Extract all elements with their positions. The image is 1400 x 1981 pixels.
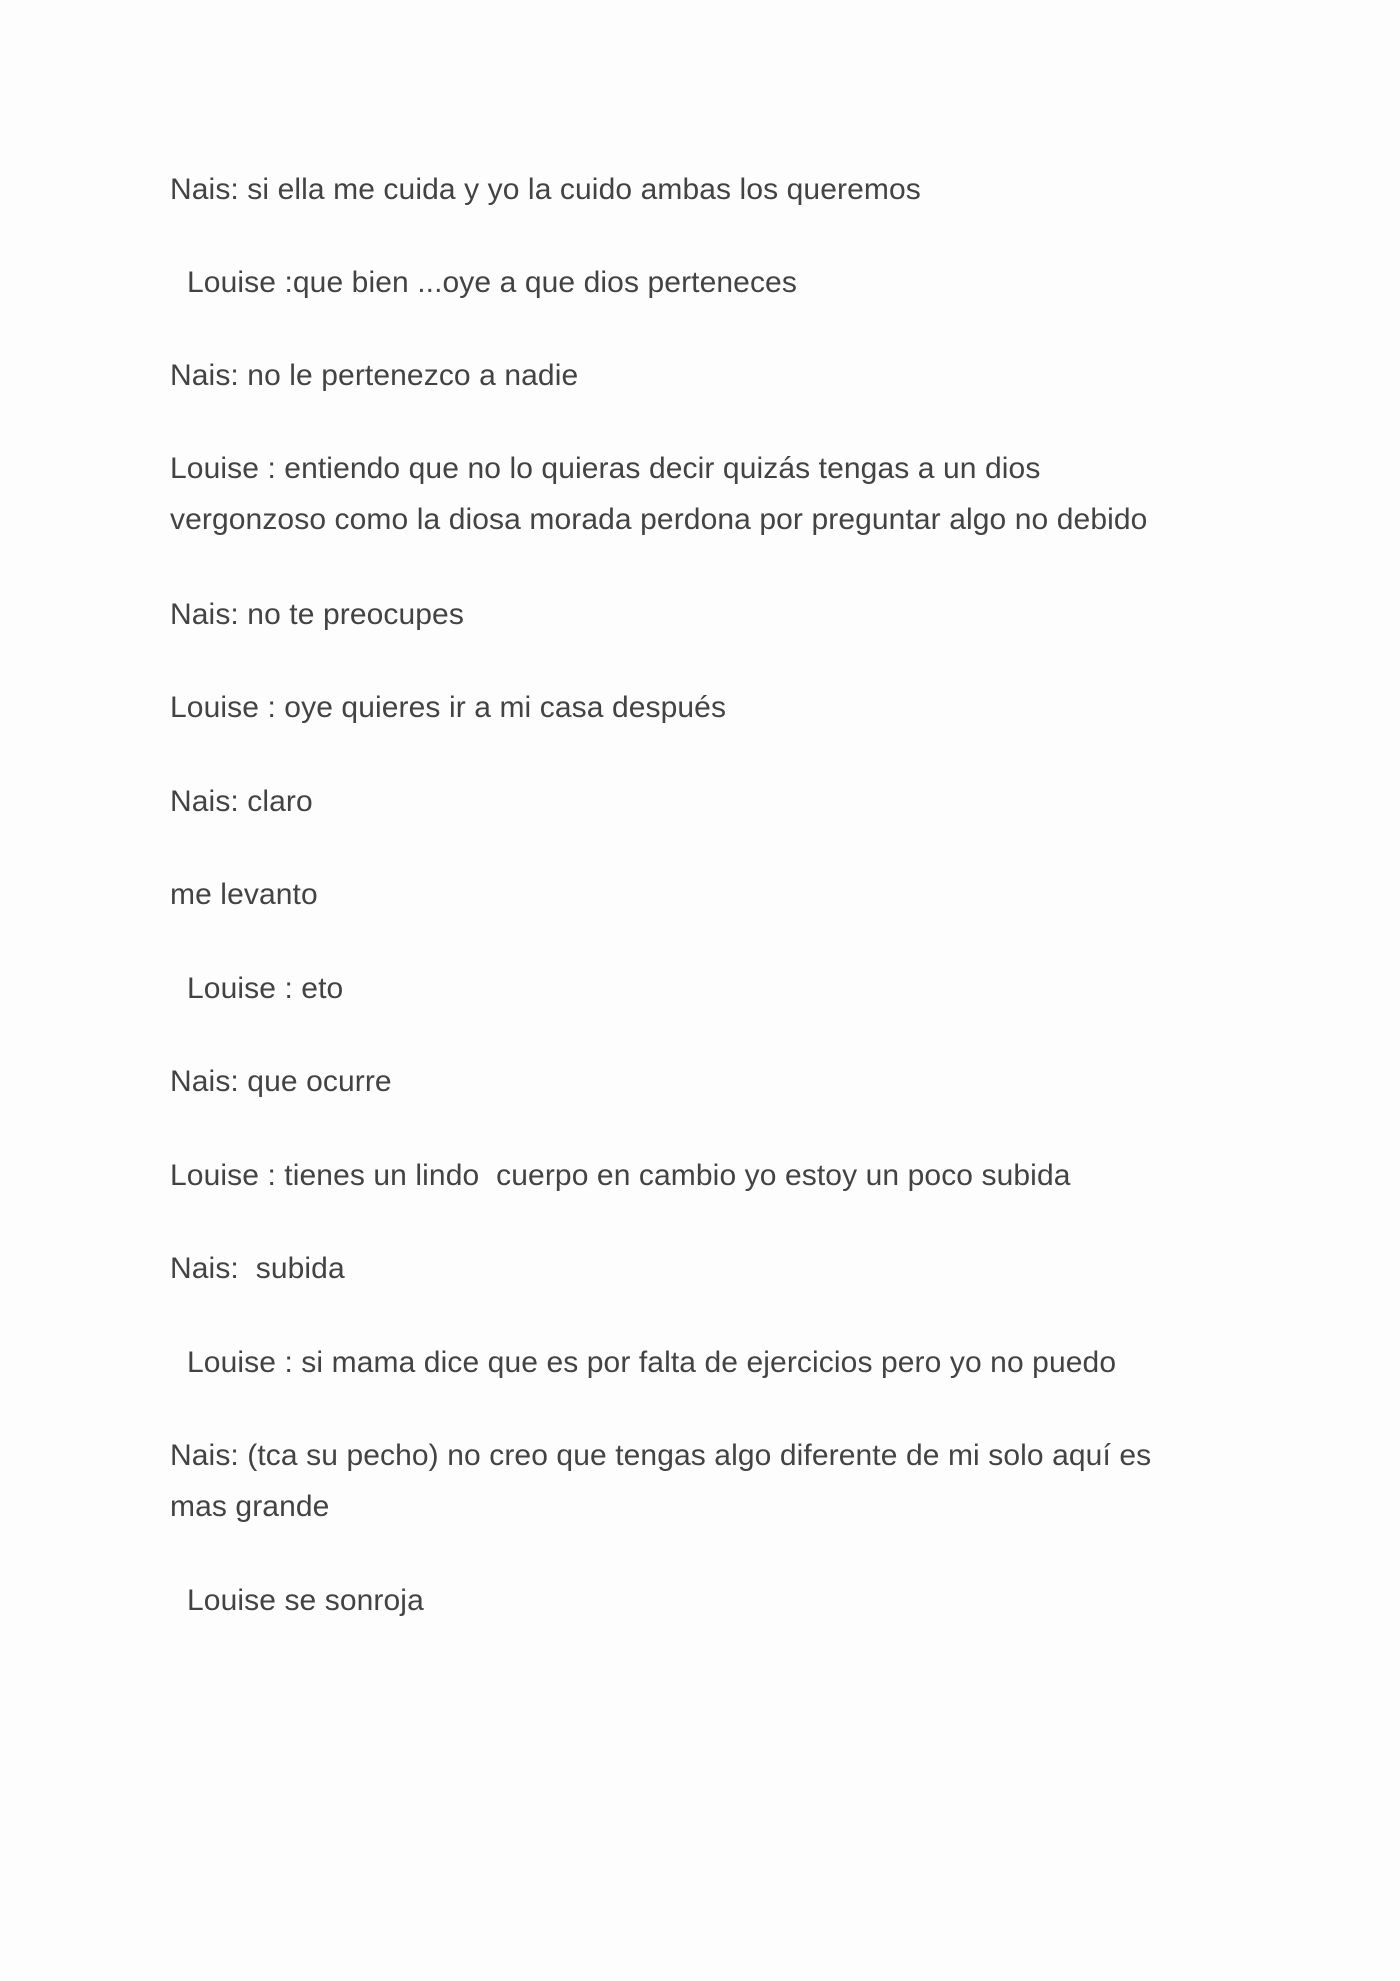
- paragraph: Louise se sonroja: [187, 1584, 424, 1617]
- paragraph: Nais: que ocurre: [170, 1065, 392, 1098]
- paragraph: Nais: (tca su pecho) no creo que tengas algo diferente de mi solo aquí es: [170, 1439, 1152, 1472]
- paragraph: Nais: no le pertenezco a nadie: [170, 359, 579, 392]
- paragraph: Nais: claro: [170, 785, 313, 818]
- paragraph: Louise :que bien ...oye a que dios perteneces: [187, 266, 797, 299]
- paragraph-continuation: mas grande: [170, 1490, 330, 1523]
- paragraph: Louise : oye quieres ir a mi casa después: [170, 691, 727, 724]
- paragraph: Louise : si mama dice que es por falta de ejercicios pero yo no puedo: [187, 1346, 1117, 1379]
- paragraph: Nais: si ella me cuida y yo la cuido ambas los queremos: [170, 173, 921, 206]
- paragraph: Nais: subida: [170, 1252, 345, 1285]
- paragraph: Nais: no te preocupes: [170, 598, 464, 631]
- paragraph: Louise : entiendo que no lo quieras decir quizás tengas a un dios: [170, 452, 1041, 485]
- paragraph-continuation: vergonzoso como la diosa morada perdona por preguntar algo no debido: [170, 503, 1148, 536]
- paragraph: Louise : eto: [187, 972, 344, 1005]
- paragraph: Louise : tienes un lindo cuerpo en cambio yo estoy un poco subida: [170, 1159, 1071, 1192]
- paragraph: me levanto: [170, 878, 318, 911]
